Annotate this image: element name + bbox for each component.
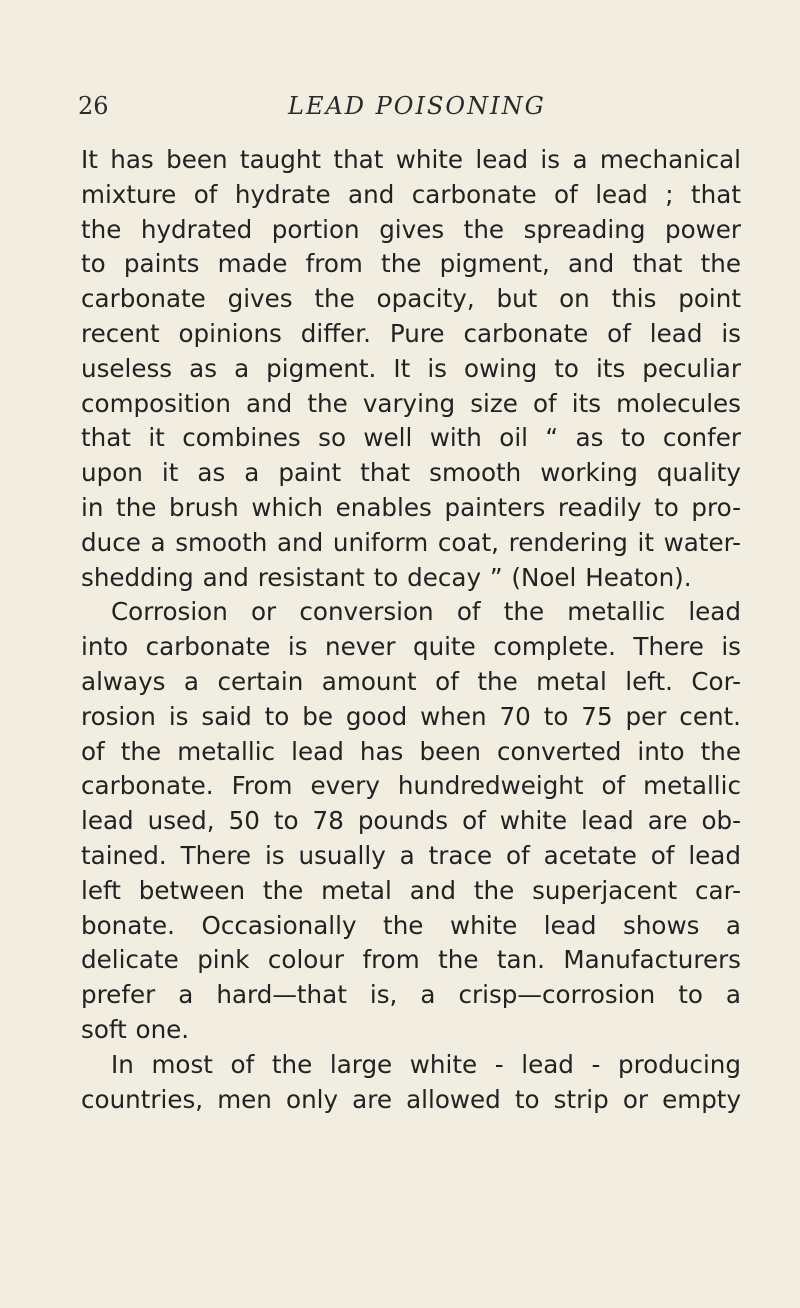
text-line: countries, men only are allowed to strip or empty — [81, 1084, 741, 1114]
text-line: soft one. — [81, 1014, 190, 1044]
text-line: carbonate. From every hundredweight of metallic — [81, 771, 741, 801]
text-line: that it combines so well with oil “ as to confer — [81, 423, 741, 453]
page-number: 26 — [78, 92, 109, 120]
text-line: prefer a hard—that is, a crisp—corrosion to a — [81, 980, 741, 1010]
text-line: Corrosion or conversion of the metallic lead — [111, 597, 741, 627]
text-line: of the metallic lead has been converted into the — [81, 736, 741, 766]
text-line: shedding and resistant to decay ” (Noel Heaton). — [81, 562, 692, 592]
running-title: LEAD POISONING — [288, 92, 546, 120]
text-line: into carbonate is never quite complete. There is — [81, 632, 741, 662]
text-line: the hydrated portion gives the spreading power — [81, 214, 741, 244]
text-line: rosion is said to be good when 70 to 75 per cent. — [81, 701, 741, 731]
text-line: In most of the large white - lead - producing — [111, 1049, 741, 1079]
text-line: composition and the varying size of its molecules — [81, 388, 741, 418]
text-line: to paints made from the pigment, and that the — [81, 249, 741, 279]
text-line: recent opinions differ. Pure carbonate of lead is — [81, 318, 741, 348]
text-line: duce a smooth and uniform coat, rendering it water- — [81, 527, 741, 557]
page-header — [78, 92, 738, 122]
body-text — [81, 143, 741, 1117]
text-line: upon it as a paint that smooth working quality — [81, 458, 741, 488]
text-line: left between the metal and the superjacent car- — [81, 875, 741, 905]
text-line: tained. There is usually a trace of acetate of lead — [81, 840, 741, 870]
text-line: mixture of hydrate and carbonate of lead ; that — [81, 179, 741, 209]
text-line: useless as a pigment. It is owing to its peculiar — [81, 353, 741, 383]
text-line: always a certain amount of the metal left. Cor- — [81, 666, 741, 696]
text-line: It has been taught that white lead is a mechanical — [81, 145, 741, 174]
text-line: in the brush which enables painters readily to pro- — [81, 492, 741, 522]
text-line: bonate. Occasionally the white lead shows a — [81, 910, 741, 940]
text-line: carbonate gives the opacity, but on this point — [81, 284, 741, 314]
text-line: lead used, 50 to 78 pounds of white lead are ob- — [81, 806, 741, 836]
text-line: delicate pink colour from the tan. Manufacturers — [81, 945, 741, 975]
